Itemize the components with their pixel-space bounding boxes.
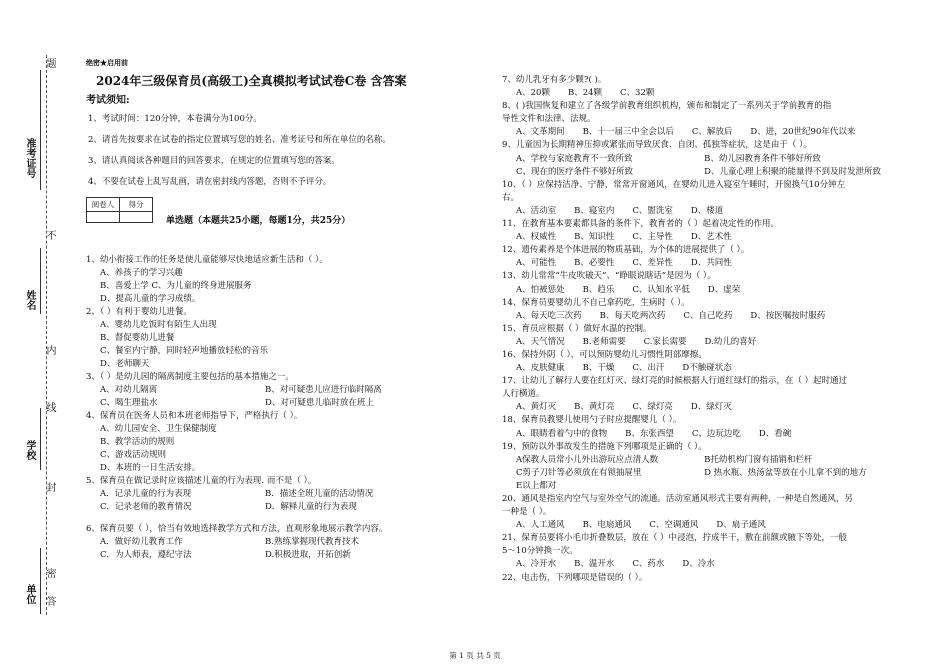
- grader-header: 阅卷人: [87, 198, 120, 212]
- exam-number-label: 准考证号: [24, 138, 35, 178]
- option-row: [100, 384, 456, 397]
- option: A．做好幼儿教育工作: [100, 537, 183, 547]
- option: D.幼儿的喜好: [704, 336, 757, 347]
- name-field[interactable]: [40, 248, 42, 314]
- option: D 热水瓶、热汤盆等放在小儿拿不到的地方: [704, 467, 867, 478]
- option: B、温开水: [574, 559, 615, 570]
- option: D．解释儿童的行为表现: [265, 502, 357, 512]
- option-row: [516, 558, 922, 571]
- option: D、进，20世纪90年代以来: [750, 127, 856, 138]
- option: A、每天吃三次药: [516, 310, 582, 321]
- option: A、对幼儿隔离: [100, 385, 158, 395]
- option: C、认知水平低: [632, 284, 690, 295]
- option: D、楼道: [690, 205, 724, 216]
- option: C、药水: [632, 559, 665, 570]
- question-10-cont: 右。: [502, 192, 520, 203]
- notice-item: 4、不要在试卷上乱写乱画，请在密封线内答题，否则不予评分。: [88, 177, 332, 187]
- option-row: [516, 310, 922, 323]
- left-column: [86, 56, 456, 562]
- option: B、每天吃两次药: [599, 310, 666, 321]
- option: C、差异性: [632, 258, 673, 269]
- option-row: [100, 488, 456, 501]
- question-9: 9、儿童因为长期精神压抑或紧张而导致厌食、自闭、孤独等症状，这是由于（ ）。: [502, 140, 812, 151]
- option: D、冷水: [682, 559, 715, 570]
- notice-item: 2、请首先按要求在试卷的指定位置填写您的姓名、准考证号和所在单位的名称。: [88, 135, 391, 145]
- option: C、出汗: [632, 363, 665, 374]
- question-22: 22、电击伤，下列哪项是错误的（ ）。: [502, 572, 648, 583]
- option: B、教学活动的规则: [100, 437, 175, 447]
- question-8: 8、( )我国恢复和建立了各级学前教育组织机构，颁布和制定了一系列关于学前教育的指: [502, 101, 832, 112]
- option: B．描述全班儿童的活动情况: [265, 489, 374, 499]
- option: C.家长需要: [643, 336, 687, 347]
- option-row: [516, 454, 922, 467]
- question-12: 12、遗传素养是个体进展的物质基础，为个体的进展提供了（ ）。: [502, 245, 750, 256]
- question-13: 13、幼儿常常“牛皮吹破天”、“睁眼说瞎话”是因为（ ）。: [502, 271, 716, 282]
- option: D、扇子通风: [716, 520, 766, 531]
- option-row: [516, 519, 922, 532]
- question-20-cont: 一种是（ ）。: [502, 507, 552, 518]
- option: C、绿灯亮: [632, 402, 673, 413]
- notice-list: [86, 113, 456, 189]
- question-5: 5、保育员在做记录时应该描述儿童的行为表现. 而不是（ ）。: [86, 476, 317, 486]
- question-21-cont: 5～10分钟换一次。: [502, 546, 578, 557]
- option: B、黄灯亮: [574, 402, 615, 413]
- question-18: 18、保育员教婴儿使用勺子时应提醒婴儿（ ）。: [502, 415, 682, 426]
- option: A、怕被惩处: [516, 284, 565, 295]
- school-field[interactable]: [40, 408, 42, 470]
- option-row: [516, 428, 922, 441]
- option: C、盥洗室: [632, 205, 673, 216]
- question-20: 20、通风是指室内空气与室外空气的流通。活动室通风形式主要有两种，一种是自然通风，另: [502, 494, 853, 504]
- notice-item: 3、请认真阅读各种题目的回答要求，在规定的位置填写您的答案。: [88, 156, 340, 166]
- option: A、婴幼儿吃饭时有陌生人出现: [100, 320, 217, 330]
- question-17: 17、让幼儿了解行人要在红灯灭、绿灯亮的时候根据人行道红绿灯的指示，在（ ）起时通过: [502, 376, 848, 387]
- option-row: [516, 153, 922, 166]
- option: B、对可疑患儿应进行临时隔离: [265, 385, 382, 395]
- question-17-cont: 人行横道。: [502, 389, 545, 400]
- option: A、天气情况: [516, 336, 565, 347]
- score-header: 得分: [120, 198, 153, 212]
- school-label: 学校: [24, 440, 35, 460]
- option-row: [516, 467, 922, 480]
- exam-number-field[interactable]: [40, 70, 42, 190]
- option: B、趋乐: [582, 284, 615, 295]
- option: A、眼睛看着勺中的食物: [516, 428, 608, 439]
- option-row: [100, 536, 456, 549]
- option-row: [516, 257, 922, 270]
- option: D、本班的一日生活安排。: [100, 463, 201, 473]
- option-row: [100, 397, 456, 410]
- confidential-mark: 绝密★启用前: [86, 58, 128, 67]
- option: B、24颗: [567, 88, 603, 99]
- option: E以上都对: [516, 480, 557, 491]
- binding-margin: [0, 0, 80, 671]
- score-cell[interactable]: [120, 212, 153, 223]
- option: C、边玩边吃: [691, 428, 741, 439]
- option: A、文革期间: [516, 127, 565, 138]
- option: D、对可疑患儿临时放在班上: [265, 398, 374, 408]
- question-1: 1、幼小衔接工作的任务是使儿童能够尽快地适应新生活和（ ）。: [86, 255, 328, 265]
- option: B、督促婴幼儿进餐: [100, 333, 175, 343]
- option-row: [516, 362, 922, 375]
- right-column: [502, 74, 922, 585]
- option: C、32颗: [620, 88, 655, 99]
- option: C、自己吃药: [683, 310, 733, 321]
- question-10: 10、（ ）应保持洁净、宁静，常常开窗通风，在婴幼儿进入寝室午睡时，开窗换气10分钟左: [502, 179, 846, 190]
- option-row: [100, 501, 456, 514]
- seal-char: 答: [44, 596, 55, 606]
- option: A、20颗: [516, 88, 550, 99]
- option-row: [516, 126, 922, 139]
- question-6: 6、保育员要（ ），恰当有效地选择教学方式和方法，直观形象地展示教学内容。: [86, 524, 388, 534]
- option: A、活动室: [516, 205, 557, 216]
- option: D、按医嘱按时服药: [750, 310, 826, 321]
- option-row: [516, 205, 922, 218]
- option: D、虚荣: [707, 284, 741, 295]
- option: D、绿灯灭: [690, 402, 732, 413]
- question-21: 21、保育员要将小毛巾折叠数层，放在（ ）中浸泡，拧成半干，敷在前额或腋下等处，一般: [502, 533, 848, 544]
- option: C、喝生理盐水: [100, 398, 158, 408]
- option: D、艺术性: [690, 232, 732, 243]
- notice-item: 1、考试时间：120分钟，本卷满分为100分。: [88, 114, 262, 124]
- option: A、学校与家庭教育不一致所致: [516, 153, 633, 164]
- option: B、十一届三中全会以后: [582, 127, 674, 138]
- option: A、皮肤健康: [516, 363, 565, 374]
- question-2: 2、（ ）有利于婴幼儿进餐。: [86, 307, 192, 317]
- option-row: [100, 549, 456, 562]
- option: A．记录儿童的行为表现: [100, 489, 192, 499]
- option: C．为人师表，遵纪守法: [100, 550, 192, 560]
- option: B、寝室内: [574, 205, 615, 216]
- option-row: [516, 231, 922, 244]
- option-row: [516, 336, 922, 349]
- option: A、幼儿园安全、卫生保健制度: [100, 424, 217, 434]
- question-7: 7、幼儿乳牙有多少颗?( )。: [502, 75, 607, 85]
- option: B、必要性: [574, 258, 615, 269]
- option: B托幼机构门窗有插销和栏杆: [704, 454, 813, 465]
- seal-char: 题: [44, 58, 55, 68]
- unit-label: 单位: [24, 584, 35, 604]
- option: C．记录老师的教育情况: [100, 502, 192, 512]
- option: B、知识性: [574, 232, 615, 243]
- seal-char: 密: [44, 568, 55, 578]
- option: C、解放后: [691, 127, 733, 138]
- option: C、游戏活动规则: [100, 450, 167, 460]
- option: B.老师需要: [582, 336, 626, 347]
- option: D.积极进取，开拓创新: [265, 550, 351, 560]
- option: C、现在的医疗条件不够好所致: [516, 166, 634, 177]
- seal-char: 内: [44, 345, 55, 355]
- question-19: 19、预防以外事故发生的措施下列哪项是正确的（ ）。: [502, 441, 707, 452]
- option-row: [516, 284, 922, 297]
- option: C、餐室内宁静，同时轻声地播放轻松的音乐: [100, 346, 269, 356]
- option: D、老师聊天: [100, 359, 150, 369]
- unit-field[interactable]: [40, 548, 42, 614]
- score-table: [86, 197, 153, 223]
- option: D、儿童心理上积聚的能量得不到及时发泄所致: [704, 166, 881, 177]
- option-row: [516, 166, 922, 179]
- seal-line: [46, 55, 47, 615]
- option: A、人工通风: [516, 520, 565, 531]
- option: A、养孩子的学习兴趣: [100, 268, 183, 278]
- seal-char: 线: [44, 402, 55, 412]
- option: D不触碰状态: [682, 363, 732, 374]
- option: C剪子刀针等必须放在有锁抽屉里: [516, 467, 642, 478]
- option: A、可能性: [516, 258, 557, 269]
- page-title: 2024年三级保育员(高级工)全真模拟考试试卷C卷 含答案: [96, 74, 407, 88]
- option: D、看碗: [758, 428, 792, 439]
- question-15: 15、育员应根据（ ）做好水温的控制。: [502, 323, 652, 334]
- name-label: 姓名: [24, 290, 35, 310]
- option: A、冷开水: [516, 559, 557, 570]
- option: C、空调通风: [649, 520, 699, 531]
- option-row: [516, 87, 922, 100]
- option: B、幼儿园教育条件不够好所致: [704, 153, 821, 164]
- option: B、干燥: [582, 363, 615, 374]
- section-title: 单选题（本题共25小题，每题1分，共25分）: [166, 216, 351, 226]
- option: B.熟练掌握现代教育技术: [265, 537, 359, 547]
- seal-char: 不: [44, 230, 55, 240]
- option: B、喜爱上学 C、为儿童的终身进展服务: [100, 281, 252, 291]
- question-14: 14、保育员要婴幼儿不自己拿药吃，生病时（ ）。: [502, 297, 690, 308]
- question-4: 4、保育员在医务人员和本班老师指导下，严格执行（ ）。: [86, 411, 303, 421]
- question-8-cont: 导性文件和法律、法规。: [502, 114, 596, 125]
- option-row: [516, 401, 922, 414]
- question-16: 16、保持外阴（ ），可以预防婴幼儿习惯性阴部摩擦。: [502, 349, 707, 360]
- grader-cell[interactable]: [87, 212, 120, 223]
- option: C、主导性: [632, 232, 673, 243]
- option: A、权威性: [516, 232, 557, 243]
- option: D、共同性: [690, 258, 732, 269]
- question-11: 11、在教育基本要素都具备的条件下，教育者的（ ）起着决定性的作用。: [502, 219, 780, 230]
- seal-char: 封: [44, 482, 55, 492]
- page-number: 第 1 页 共 5 页: [449, 651, 501, 660]
- option: A保教人员常小儿外出游玩应点清人数: [516, 454, 659, 465]
- option: A、黄灯灭: [516, 402, 557, 413]
- question-3: 3、（ ）是幼儿园的隔离制度主要包括的基本措施之一。: [86, 372, 294, 382]
- option: D、提高儿童的学习成绩。: [100, 294, 201, 304]
- option: B、电扇通风: [582, 520, 632, 531]
- option: B、东张西望: [625, 428, 674, 439]
- notice-title: 考试须知:: [86, 95, 130, 106]
